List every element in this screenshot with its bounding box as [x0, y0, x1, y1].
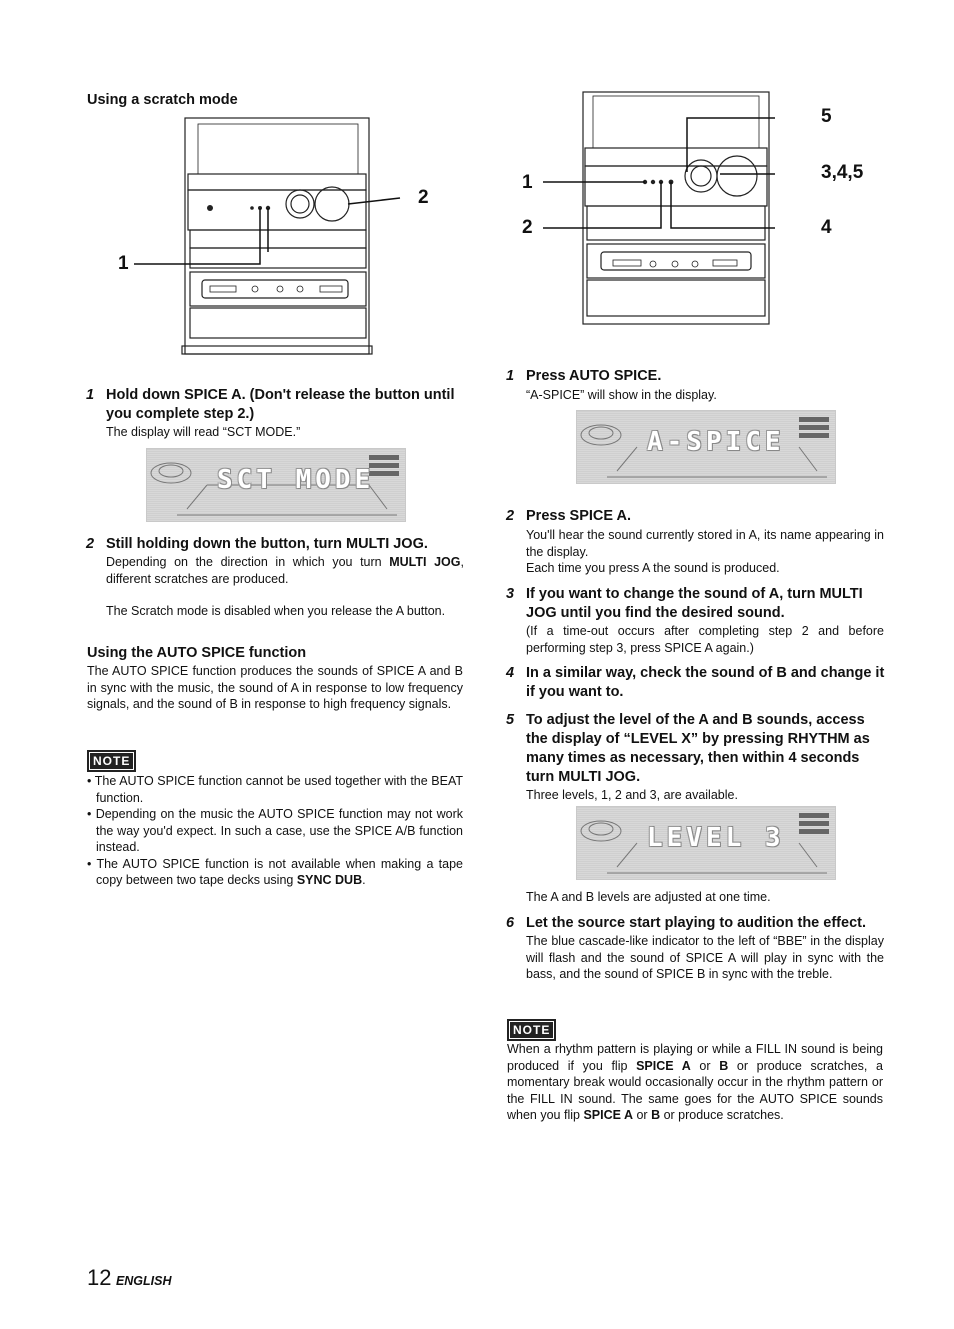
note-item: • The AUTO SPICE function is not available when making a tape copy between two tape decks using SYNC DUB. [87, 856, 464, 887]
note-item: • The AUTO SPICE function cannot be used together with the BEAT function. [87, 774, 464, 805]
step-number: 2 [86, 536, 95, 552]
right-step-2-body: You'll hear the sound currently stored in A, its name appearing in the display. [526, 528, 884, 559]
display-text: LEVEL 3 [647, 823, 785, 853]
page-number: 12 [87, 1265, 112, 1290]
step-2-body-2: The Scratch mode is disabled when you release the A button. [106, 604, 446, 618]
auto-spice-heading: Using the AUTO SPICE function [87, 645, 307, 661]
stereo-diagram-scratch [110, 112, 440, 360]
step-2-body: Depending on the direction in which you turn MULTI JOG, different scratches are produced. [106, 555, 464, 586]
scratch-mode-heading: Using a scratch mode [87, 92, 238, 108]
callout-right-2: 2 [522, 217, 533, 238]
step-number: 3 [506, 586, 515, 602]
step-1-body: The display will read “SCT MODE.” [106, 425, 301, 439]
right-step-5-body: Three levels, 1, 2 and 3, are available. [526, 788, 738, 802]
note-item: • Depending on the music the AUTO SPICE function may not work the way you'd expect. In such a case, use the SPICE A/B function instead. [87, 807, 463, 854]
callout-right-345: 3,4,5 [821, 162, 864, 183]
step-number: 1 [86, 387, 95, 403]
callout-2: 2 [418, 187, 429, 208]
right-step-1-body: “A-SPICE” will show in the display. [526, 388, 717, 402]
note-badge-left: NOTE [87, 750, 136, 772]
lcd-display-level [576, 806, 836, 880]
note-list-left [87, 773, 463, 889]
step-number: 4 [506, 665, 515, 681]
lcd-display-a-spice [576, 410, 836, 484]
right-step-2-body-2: Each time you press A the sound is produced. [526, 561, 780, 575]
right-step-6-title: 6 Let the source start playing to audition the effect. [506, 915, 866, 931]
callout-right-4: 4 [821, 217, 832, 238]
right-step-3-title: 3 If you want to change the sound of A, turn MULTI JOG until you find the desired sound. [506, 586, 863, 621]
callout-1: 1 [118, 253, 129, 274]
right-step-1-title: 1 Press AUTO SPICE. [506, 368, 662, 384]
step-number: 2 [506, 508, 515, 524]
note-badge-right: NOTE [507, 1019, 556, 1041]
step-2-title: 2 Still holding down the button, turn MULTI JOG. [86, 536, 428, 552]
callout-right-1: 1 [522, 172, 533, 193]
right-step-2-title: 2 Press SPICE A. [506, 508, 632, 524]
right-step-3-body: (If a time-out occurs after completing step 2 and before performing step 3, press SPICE A again.) [526, 624, 884, 655]
right-step-4-title: 4 In a similar way, check the sound of B and change it if you want to. [506, 665, 885, 700]
display-text: A-SPICE [647, 427, 785, 457]
right-step-5-title: 5 To adjust the level of the A and B sounds, access the display of “LEVEL X” by pressing RHYTHM as many times as necessary, then within 4 seconds turn MULTI JOG. [506, 712, 870, 785]
auto-spice-body: The AUTO SPICE function produces the sounds of SPICE A and B in sync with the music, the sound of A in response to low frequency signals, and the sound of B in response to high frequency signals. [87, 664, 463, 711]
footer-language: ENGLISH [115, 1274, 172, 1288]
display-text: SCT MODE [217, 465, 375, 495]
right-step-6-body: The blue cascade-like indicator to the left of “BBE” in the display will flash and the sound of SPICE A will play in sync with the bass, and the sound of SPICE B in sync with the treble. [526, 934, 884, 981]
step-1-title: 1 Hold down SPICE A. (Don't release the button until you complete step 2.) [86, 387, 455, 422]
lcd-display-sct-mode [146, 448, 406, 522]
stereo-diagram-auto-spice [515, 88, 775, 328]
right-step-5-after: The A and B levels are adjusted at one time. [526, 890, 771, 904]
note-right-body: When a rhythm pattern is playing or while a FILL IN sound is being produced if you flip SPICE A or B or produce scratches, a momentary break would occasionally occur in the rhythm pattern or the FILL IN sound. The same goes for the AUTO SPICE sounds when you flip SPICE A or B or produce scratches. [507, 1042, 883, 1122]
callout-right-5: 5 [821, 106, 832, 127]
page-footer [87, 1265, 172, 1291]
step-number: 5 [506, 712, 515, 728]
step-number: 6 [506, 915, 515, 931]
step-number: 1 [506, 368, 515, 384]
